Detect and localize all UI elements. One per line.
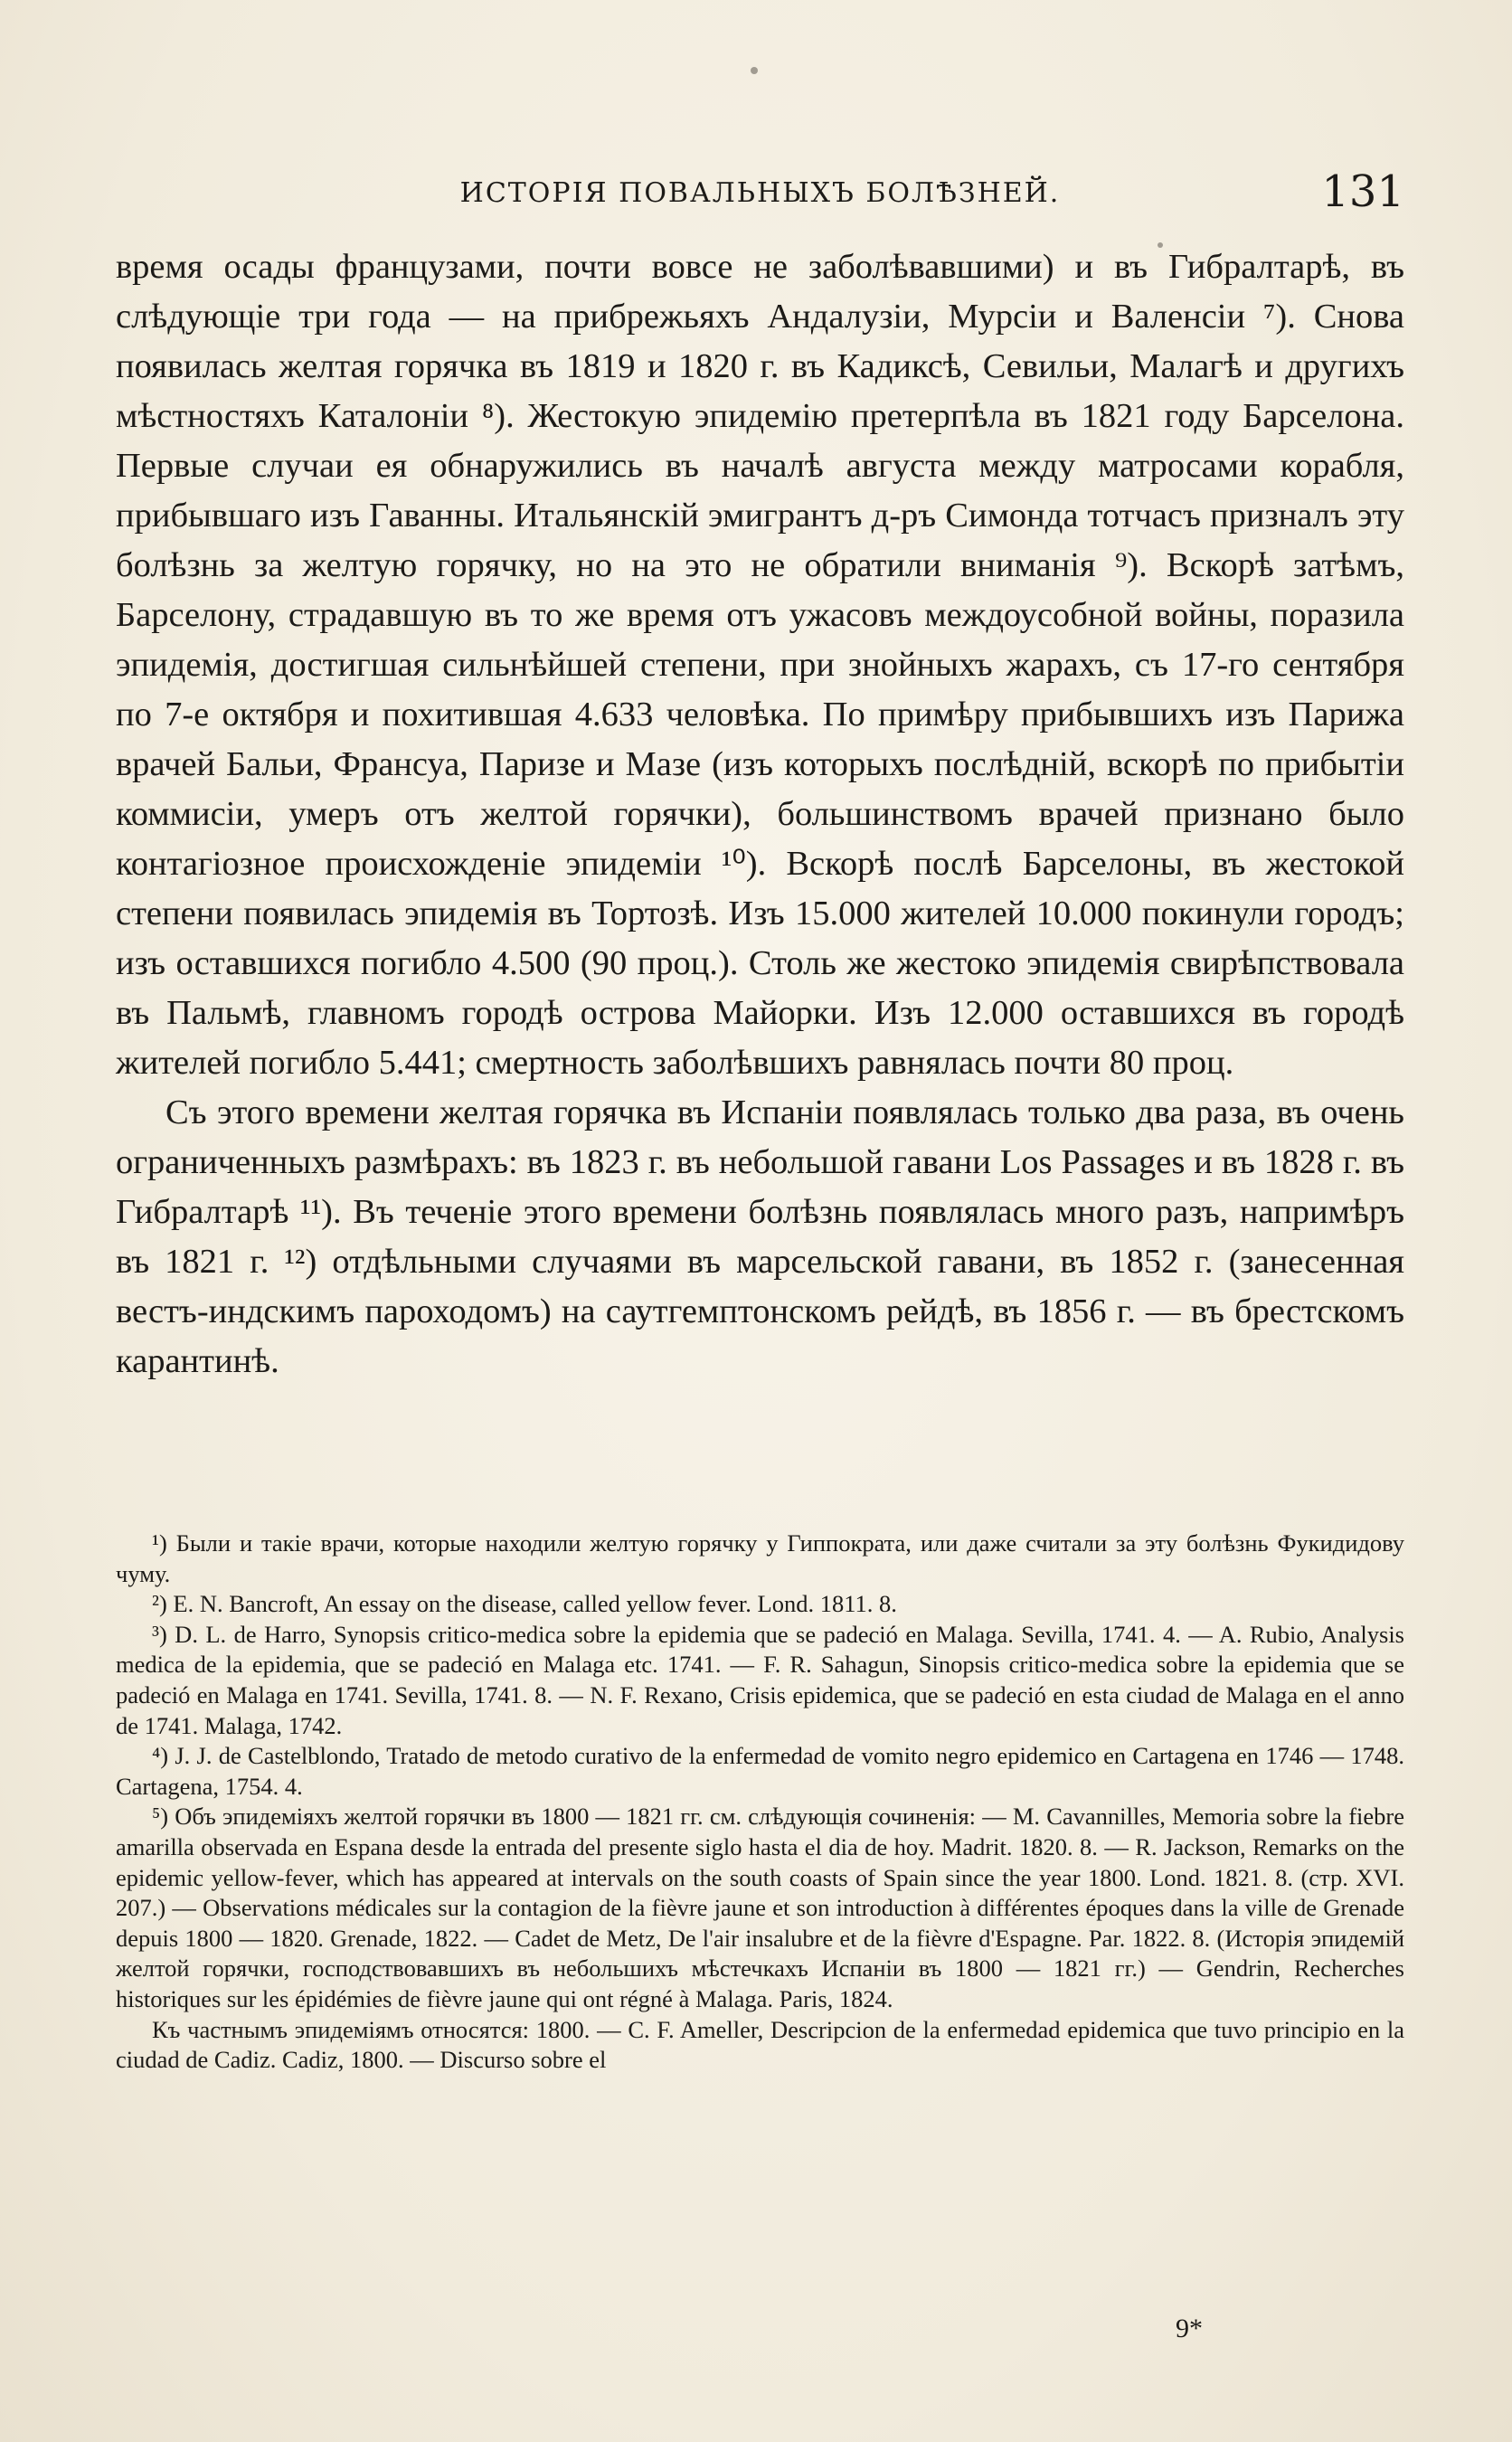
signature-mark: 9* <box>1176 2314 1203 2343</box>
footnotes <box>116 1529 1404 2076</box>
main-text <box>116 242 1404 1387</box>
paragraph: Съ этого времени желтая горячка въ Испаніи появлялась только два раза, въ очень ограниченныхъ размѣрахъ: въ 1823 г. въ небольшой гавани Los Passages и въ 1828 г. въ Гибралтарѣ ¹¹). Въ теченіе этого времени болѣзнь появлялась много разъ, напримѣръ въ 1821 г. ¹²) отдѣльными случаями въ марсельской гавани, въ 1852 г. (занесенная вестъ-индскимъ пароходомъ) на саутгемптонскомъ рейдѣ, въ 1856 г. — въ брестскомъ карантинѣ. <box>116 1093 1404 1380</box>
paragraph: время осады французами, почти вовсе не заболѣвавшими) и въ Гибралтарѣ, въ слѣдующіе три года — на прибрежьяхъ Андалузіи, Мурсіи и Валенсіи ⁷). Снова появилась желтая горячка въ 1819 и 1820 г. въ Кадиксѣ, Севильи, Малагѣ и другихъ мѣстностяхъ Каталоніи ⁸). Жестокую эпидемію претерпѣла въ 1821 году Барселона. Первые случаи ея обнаружились въ началѣ августа между матросами корабля, прибывшаго изъ Гаванны. Итальянскій эмигрантъ д-ръ Симонда тотчасъ призналъ эту болѣзнь за желтую горячку, но на это не обратили вниманія ⁹). Вскорѣ затѣмъ, Барселону, страдавшую въ то же время отъ ужасовъ междоусобной войны, поразила эпидемія, достигшая сильнѣйшей степени, при знойныхъ жарахъ, съ 17-го сентября по 7-е октября и похитившая 4.633 человѣка. По примѣру прибывшихъ изъ Парижа врачей Бальи, Франсуа, Паризе и Мазе (изъ которыхъ послѣдній, вскорѣ по прибытіи коммисіи, умеръ отъ желтой горячки), большинствомъ врачей признано было контагіозное происхожденіе эпидеміи ¹⁰). Вскорѣ послѣ Барселоны, въ жестокой степени появилась эпидемія въ Тортозѣ. Изъ 15.000 жителей 10.000 покинули городъ; изъ оставшихся погибло 4.500 (90 проц.). Столь же жестоко эпидемія свирѣпствовала въ Пальмѣ, главномъ городѣ острова Майорки. Изъ 12.000 оставшихся въ городѣ жителей погибло 5.441; смертность заболѣвшихъ равнялась почти 80 проц. <box>116 248 1404 1082</box>
footnote: ²) E. N. Bancroft, An essay on the disease, called yellow fever. Lond. 1811. 8. <box>152 1590 897 1618</box>
footnote: ³) D. L. de Harro, Synopsis critico-medica sobre la epidemia que se padeció en Malaga. Sevilla, 1741. 4. — A. Rubio, Analysis medica de la epidemia, que se padeció en Malaga etc. 1741. — F. R. Sahagun, Sinopsis critico-medica sobre la epidemia que se padeció en Malaga en 1741. Sevilla, 1741. 8. — N. F. Rexano, Crisis epidemica, que se padeció en esta ciudad de Malaga en el anno de 1741. Malaga, 1742. <box>116 1620 1404 1739</box>
footnote: ¹) Были и такіе врачи, которые находили желтую горячку у Гиппократа, или даже считали за эту болѣзнь Фукидидову чуму. <box>116 1529 1404 1587</box>
page-number: 131 <box>1321 166 1404 217</box>
footnote: ⁵) Объ эпидеміяхъ желтой горячки въ 1800 — 1821 гг. см. слѣдующія сочиненія: — M. Cavannilles, Memoria sobre la fiebre amarilla observada en Espana desde la entrada del presente siglo hasta el dia de hoy. Madrit. 1820. 8. — R. Jackson, Remarks on the epidemic yellow-fever, which has appeared at intervals on the south coasts of Spain since the year 1800. Lond. 1821. 8. (стр. XVI. 207.) — Observations médicales sur la contagion de la fièvre jaune et son introduction à différentes époques dans la ville de Grenade depuis 1800 — 1820. Grenade, 1822. — Cadet de Metz, De l'air insalubre et de la fièvre d'Espagne. Par. 1822. 8. (Исторія эпидемій желтой горячки, господствовавшихъ въ небольшихъ мѣстечкахъ Испаніи въ 1800 — 1821 гг.) — Gendrin, Recherches historiques sur les épidémies de fièvre jaune qui ont régné à Malaga. Paris, 1824. <box>116 1803 1404 2012</box>
footnote: ⁴) J. J. de Castelblondo, Tratado de metodo curativo de la enfermedad de vomito negro epidemico en Cartagena en 1746 — 1748. Cartagena, 1754. 4. <box>116 1742 1404 1800</box>
running-title: ИСТОРІЯ ПОВАЛЬНЫХЪ БОЛѢЗНЕЙ. <box>459 177 1061 209</box>
footnote: Къ частнымъ эпидеміямъ относятся: 1800. — C. F. Ameller, Descripcion de la enfermedad epidemica que tuvo principio en la ciudad de Cadiz. Cadiz, 1800. — Discurso sobre el <box>116 2015 1404 2074</box>
ink-speck <box>751 67 758 74</box>
page-header <box>116 166 1404 224</box>
